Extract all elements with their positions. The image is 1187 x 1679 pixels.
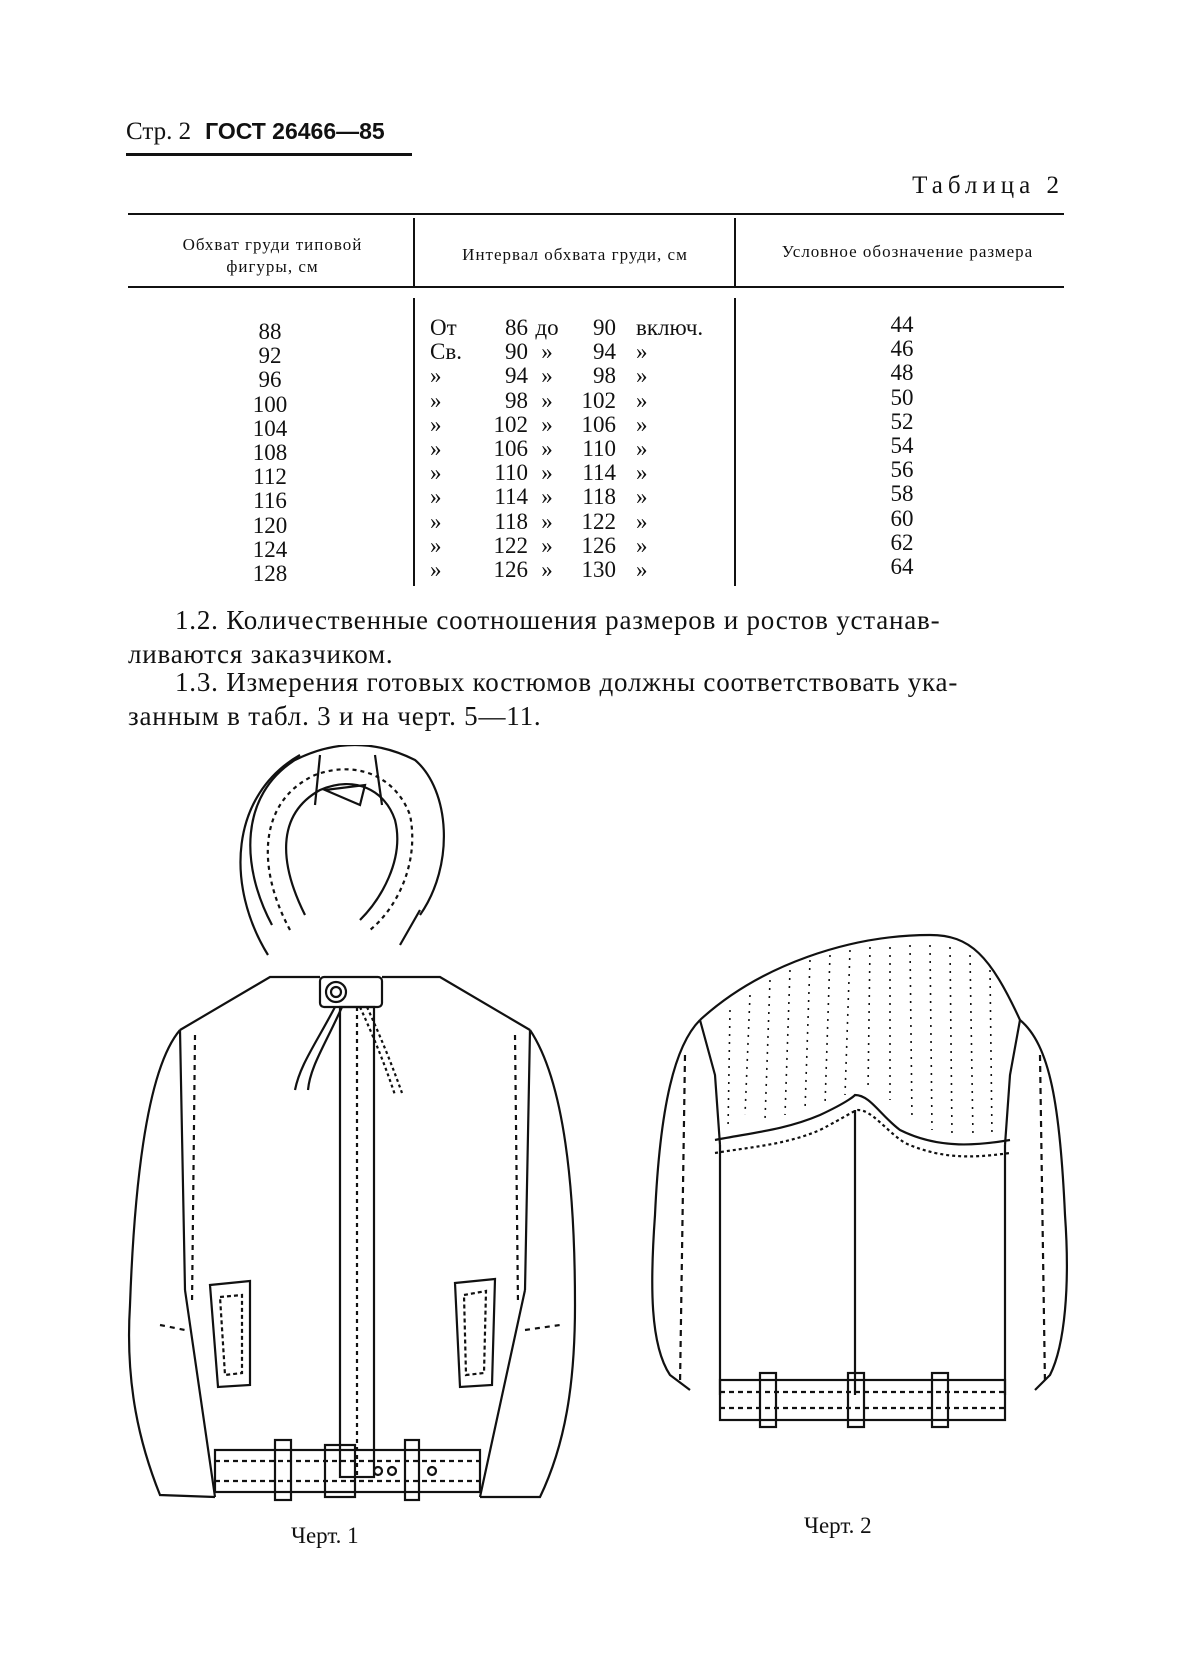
interval-part-s: » [636, 387, 648, 413]
interval-part-b: 94 [593, 339, 616, 365]
girth-cell: 88 [258, 319, 282, 344]
interval-part-p: » [430, 387, 442, 413]
column-header-interval: Интервал обхвата груди, см [462, 245, 688, 264]
size-cell: 60 [890, 505, 914, 531]
header-rule [126, 153, 412, 156]
interval-part-p: » [430, 484, 442, 510]
table-body-divider-2 [734, 298, 736, 586]
interval-part-p: От [430, 315, 457, 340]
interval-part-s: » [636, 556, 648, 582]
interval-part-p: » [430, 363, 442, 389]
interval-part-m: » [541, 411, 553, 437]
paragraph-1-2 [128, 603, 1064, 671]
girth-cell: 124 [252, 536, 288, 562]
interval-row [430, 461, 730, 485]
interval-part-b: 106 [581, 411, 616, 437]
interval-part-s: » [636, 532, 648, 558]
interval-part-s: » [636, 411, 648, 437]
interval-column [430, 316, 730, 582]
interval-part-b: 130 [581, 556, 616, 582]
table-body-divider-1 [413, 298, 415, 586]
size-cell: 54 [890, 432, 914, 458]
girth-column [220, 320, 320, 586]
interval-part-m: до [535, 315, 559, 340]
interval-part-b: 122 [581, 508, 616, 534]
interval-row [430, 558, 730, 582]
table-header-rule [128, 286, 1064, 288]
girth-cell: 92 [258, 343, 282, 369]
interval-row [430, 534, 730, 558]
page-header [126, 118, 412, 146]
figure-1-jacket-front [120, 745, 580, 1505]
figure-2-caption: Черт. 2 [804, 1513, 872, 1538]
interval-row [430, 364, 730, 388]
girth-cell: 128 [252, 560, 288, 586]
size-cell: 64 [890, 553, 914, 579]
interval-part-s: » [636, 363, 648, 389]
table-top-rule [128, 213, 1064, 215]
interval-part-a: 86 [505, 315, 528, 340]
interval-part-a: 114 [494, 484, 528, 510]
interval-part-b: 90 [593, 315, 616, 340]
girth-cell: 96 [258, 367, 282, 393]
girth-cell: 112 [253, 464, 287, 490]
interval-part-a: 106 [493, 435, 528, 461]
interval-part-m: » [541, 339, 553, 365]
paragraph-1-3 [128, 665, 1064, 733]
size-column [852, 313, 952, 579]
size-cell: 50 [890, 384, 914, 410]
size-cell: 46 [890, 336, 914, 362]
interval-row [430, 316, 730, 340]
paragraph-1-3-line-1: 1.3. Измерения готовых костюмов должны соответствовать ука- [175, 667, 959, 697]
interval-part-b: 110 [582, 435, 616, 461]
girth-cell: 116 [253, 488, 287, 514]
interval-part-a: 102 [493, 411, 528, 437]
interval-part-p: » [430, 556, 442, 582]
interval-part-b: 98 [593, 363, 616, 389]
interval-part-m: » [541, 556, 553, 582]
table-header-divider-1 [413, 218, 415, 286]
interval-part-p: » [430, 508, 442, 534]
size-cell: 52 [890, 408, 914, 434]
interval-part-a: 98 [505, 387, 528, 413]
interval-part-a: 90 [505, 339, 528, 365]
column-header-girth: Обхват груди типовой фигуры, см [182, 235, 363, 276]
interval-part-a: 122 [493, 532, 528, 558]
table-header-divider-2 [734, 218, 736, 286]
interval-row [430, 510, 730, 534]
column-header-size: Условное обозначение размера [781, 242, 1034, 261]
interval-part-m: » [541, 508, 553, 534]
interval-part-a: 126 [493, 556, 528, 582]
interval-part-b: 126 [581, 532, 616, 558]
size-cell: 48 [890, 360, 914, 386]
size-cell: 62 [890, 529, 914, 555]
paragraph-1-3-line-2: занным в табл. 3 и на черт. 5—11. [128, 701, 542, 731]
size-cell: 58 [890, 481, 914, 507]
interval-part-s: » [636, 460, 648, 486]
interval-row [430, 437, 730, 461]
interval-part-p: » [430, 435, 442, 461]
table-caption: Таблица 2 [912, 172, 1064, 199]
figure-1-caption: Черт. 1 [291, 1523, 359, 1548]
interval-part-s: » [636, 435, 648, 461]
interval-part-s: » [636, 339, 648, 365]
page-number: Стр. 2 [126, 118, 192, 145]
interval-part-b: 114 [582, 460, 616, 486]
interval-part-s: включ. [636, 315, 704, 340]
interval-part-m: » [541, 484, 553, 510]
interval-part-a: 118 [494, 508, 528, 534]
interval-part-m: » [541, 460, 553, 486]
interval-row [430, 413, 730, 437]
figure-2-jacket-back [640, 925, 1080, 1465]
interval-part-m: » [541, 363, 553, 389]
girth-cell: 100 [252, 391, 288, 417]
interval-part-a: 110 [494, 460, 528, 486]
girth-cell: 120 [252, 512, 288, 538]
interval-part-m: » [541, 435, 553, 461]
interval-part-a: 94 [505, 363, 528, 389]
interval-part-b: 102 [581, 387, 616, 413]
girth-cell: 104 [252, 415, 288, 441]
interval-row [430, 340, 730, 364]
girth-cell: 108 [252, 439, 288, 465]
interval-row [430, 485, 730, 509]
paragraph-1-2-line-2: ливаются заказчиком. [128, 639, 394, 669]
interval-part-m: » [541, 532, 553, 558]
interval-part-p: » [430, 460, 442, 486]
interval-part-b: 118 [582, 484, 616, 510]
interval-part-p: » [430, 411, 442, 437]
interval-part-p: Св. [430, 339, 462, 365]
paragraph-1-2-line-1: 1.2. Количественные соотношения размеров и ростов устанав- [175, 605, 941, 635]
interval-part-m: » [541, 387, 553, 413]
interval-part-s: » [636, 508, 648, 534]
interval-part-p: » [430, 532, 442, 558]
standard-number: ГОСТ 26466—85 [205, 118, 385, 144]
size-cell: 56 [890, 457, 914, 483]
interval-row [430, 389, 730, 413]
interval-part-s: » [636, 484, 648, 510]
size-cell: 44 [890, 312, 914, 337]
